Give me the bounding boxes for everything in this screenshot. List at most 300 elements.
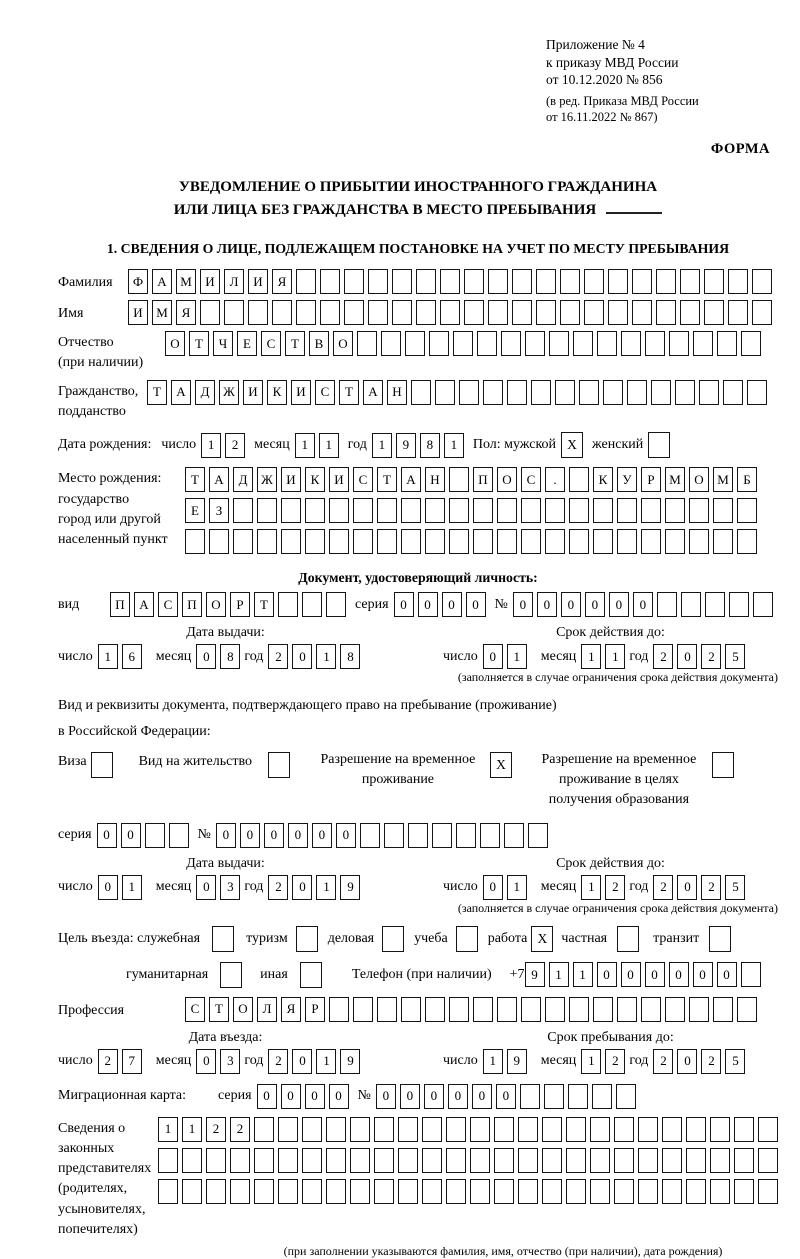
char-cell[interactable]	[233, 498, 253, 523]
char-cell[interactable]	[272, 300, 292, 325]
char-cell[interactable]: С	[521, 467, 541, 492]
purpose-other-checkbox[interactable]	[300, 962, 326, 988]
char-cell[interactable]	[617, 498, 637, 523]
char-cell[interactable]: 0	[597, 962, 617, 987]
char-cell[interactable]	[518, 1148, 538, 1173]
char-cell[interactable]	[374, 1148, 394, 1173]
char-cell[interactable]	[662, 1179, 682, 1204]
staydoc-issue-month[interactable]	[196, 875, 244, 900]
char-cell[interactable]	[566, 1148, 586, 1173]
char-cell[interactable]	[305, 529, 325, 554]
stay-month[interactable]	[581, 1049, 629, 1074]
char-cell[interactable]	[449, 498, 469, 523]
char-cell[interactable]: 0	[513, 592, 533, 617]
char-cell[interactable]	[224, 300, 244, 325]
char-cell[interactable]	[617, 529, 637, 554]
char-cell[interactable]	[305, 498, 325, 523]
char-cell[interactable]: 2	[225, 433, 245, 458]
char-cell[interactable]: И	[329, 467, 349, 492]
char-cell[interactable]: А	[209, 467, 229, 492]
char-cell[interactable]	[158, 1179, 178, 1204]
char-cell[interactable]	[302, 1148, 322, 1173]
char-cell[interactable]	[705, 592, 725, 617]
char-cell[interactable]	[518, 1117, 538, 1142]
birth-day-boxes[interactable]	[201, 433, 249, 458]
temp-residence-edu-checkbox[interactable]	[712, 750, 738, 778]
char-cell[interactable]	[449, 529, 469, 554]
char-cell[interactable]	[737, 529, 757, 554]
visa-checkbox[interactable]	[91, 750, 117, 778]
representatives-row2[interactable]	[158, 1148, 782, 1173]
char-cell[interactable]: 2	[701, 875, 721, 900]
char-cell[interactable]	[709, 926, 731, 952]
char-cell[interactable]	[392, 300, 412, 325]
char-cell[interactable]	[384, 823, 404, 848]
char-cell[interactable]: 0	[98, 875, 118, 900]
char-cell[interactable]	[353, 997, 373, 1022]
char-cell[interactable]	[710, 1148, 730, 1173]
char-cell[interactable]	[501, 331, 521, 356]
char-cell[interactable]: К	[593, 467, 613, 492]
char-cell[interactable]	[712, 752, 734, 778]
sex-male-checkbox[interactable]	[561, 432, 587, 458]
char-cell[interactable]	[281, 498, 301, 523]
char-cell[interactable]	[665, 498, 685, 523]
char-cell[interactable]: 0	[394, 592, 414, 617]
char-cell[interactable]	[704, 269, 724, 294]
char-cell[interactable]	[680, 269, 700, 294]
char-cell[interactable]: 2	[98, 1049, 118, 1074]
char-cell[interactable]: 8	[420, 433, 440, 458]
char-cell[interactable]	[686, 1117, 706, 1142]
char-cell[interactable]: Я	[281, 997, 301, 1022]
char-cell[interactable]: 0	[292, 1049, 312, 1074]
char-cell[interactable]	[302, 592, 322, 617]
char-cell[interactable]: 1	[507, 644, 527, 669]
char-cell[interactable]	[689, 529, 709, 554]
birthplace-row2[interactable]	[185, 498, 761, 523]
char-cell[interactable]	[681, 592, 701, 617]
char-cell[interactable]: 1	[372, 433, 392, 458]
char-cell[interactable]	[569, 529, 589, 554]
char-cell[interactable]	[377, 529, 397, 554]
char-cell[interactable]: 2	[653, 644, 673, 669]
char-cell[interactable]	[480, 823, 500, 848]
char-cell[interactable]: 0	[483, 875, 503, 900]
char-cell[interactable]	[521, 498, 541, 523]
char-cell[interactable]: 0	[677, 875, 697, 900]
char-cell[interactable]	[401, 529, 421, 554]
char-cell[interactable]: 0	[216, 823, 236, 848]
char-cell[interactable]	[689, 997, 709, 1022]
char-cell[interactable]	[521, 529, 541, 554]
char-cell[interactable]	[268, 752, 290, 778]
char-cell[interactable]: И	[128, 300, 148, 325]
char-cell[interactable]: 2	[268, 644, 288, 669]
char-cell[interactable]	[545, 529, 565, 554]
char-cell[interactable]: Н	[425, 467, 445, 492]
char-cell[interactable]: 0	[312, 823, 332, 848]
char-cell[interactable]: 1	[581, 644, 601, 669]
residence-checkbox[interactable]	[268, 750, 294, 778]
char-cell[interactable]	[737, 498, 757, 523]
char-cell[interactable]	[632, 269, 652, 294]
char-cell[interactable]	[401, 498, 421, 523]
char-cell[interactable]: О	[206, 592, 226, 617]
char-cell[interactable]	[608, 300, 628, 325]
char-cell[interactable]: С	[158, 592, 178, 617]
char-cell[interactable]: 1	[182, 1117, 202, 1142]
char-cell[interactable]	[477, 331, 497, 356]
char-cell[interactable]	[710, 1179, 730, 1204]
char-cell[interactable]	[717, 331, 737, 356]
char-cell[interactable]: Ж	[219, 380, 239, 405]
char-cell[interactable]	[566, 1179, 586, 1204]
char-cell[interactable]	[593, 498, 613, 523]
char-cell[interactable]: П	[110, 592, 130, 617]
char-cell[interactable]	[254, 1148, 274, 1173]
char-cell[interactable]	[728, 269, 748, 294]
birth-month-boxes[interactable]	[295, 433, 343, 458]
char-cell[interactable]	[350, 1179, 370, 1204]
doc-expiry-month[interactable]	[581, 644, 629, 669]
char-cell[interactable]: 5	[725, 875, 745, 900]
staydoc-expiry-day[interactable]	[483, 875, 531, 900]
char-cell[interactable]	[597, 331, 617, 356]
char-cell[interactable]: С	[185, 997, 205, 1022]
char-cell[interactable]	[518, 1179, 538, 1204]
char-cell[interactable]	[473, 997, 493, 1022]
char-cell[interactable]: 0	[621, 962, 641, 987]
char-cell[interactable]: 9	[340, 875, 360, 900]
char-cell[interactable]: 1	[158, 1117, 178, 1142]
char-cell[interactable]	[651, 380, 671, 405]
char-cell[interactable]	[446, 1179, 466, 1204]
char-cell[interactable]	[488, 269, 508, 294]
char-cell[interactable]: З	[209, 498, 229, 523]
char-cell[interactable]	[752, 269, 772, 294]
char-cell[interactable]	[435, 380, 455, 405]
char-cell[interactable]	[360, 823, 380, 848]
char-cell[interactable]: 1	[98, 644, 118, 669]
char-cell[interactable]	[560, 269, 580, 294]
char-cell[interactable]: 0	[292, 644, 312, 669]
char-cell[interactable]	[512, 269, 532, 294]
char-cell[interactable]	[182, 1179, 202, 1204]
char-cell[interactable]: 6	[122, 644, 142, 669]
char-cell[interactable]	[542, 1117, 562, 1142]
char-cell[interactable]	[392, 269, 412, 294]
char-cell[interactable]: 2	[653, 875, 673, 900]
char-cell[interactable]	[158, 1148, 178, 1173]
char-cell[interactable]: У	[617, 467, 637, 492]
char-cell[interactable]: 1	[507, 875, 527, 900]
char-cell[interactable]	[408, 823, 428, 848]
char-cell[interactable]	[614, 1148, 634, 1173]
char-cell[interactable]: X	[531, 926, 553, 952]
phone-boxes[interactable]	[525, 962, 765, 987]
char-cell[interactable]	[689, 498, 709, 523]
char-cell[interactable]	[753, 592, 773, 617]
char-cell[interactable]: 0	[669, 962, 689, 987]
char-cell[interactable]: 0	[196, 875, 216, 900]
char-cell[interactable]: 1	[573, 962, 593, 987]
char-cell[interactable]	[590, 1179, 610, 1204]
char-cell[interactable]: 9	[525, 962, 545, 987]
char-cell[interactable]: 7	[122, 1049, 142, 1074]
char-cell[interactable]: Т	[209, 997, 229, 1022]
char-cell[interactable]	[422, 1148, 442, 1173]
char-cell[interactable]: 2	[230, 1117, 250, 1142]
char-cell[interactable]: 9	[507, 1049, 527, 1074]
char-cell[interactable]: 1	[316, 1049, 336, 1074]
char-cell[interactable]	[555, 380, 575, 405]
migration-number-boxes[interactable]	[376, 1084, 640, 1109]
char-cell[interactable]: X	[490, 752, 512, 778]
staydoc-series-boxes[interactable]	[97, 823, 193, 848]
char-cell[interactable]	[734, 1148, 754, 1173]
char-cell[interactable]	[353, 529, 373, 554]
char-cell[interactable]	[91, 752, 113, 778]
char-cell[interactable]: Ж	[257, 467, 277, 492]
temp-residence-checkbox[interactable]	[490, 750, 516, 778]
char-cell[interactable]	[734, 1179, 754, 1204]
char-cell[interactable]	[212, 926, 234, 952]
char-cell[interactable]: 0	[281, 1084, 301, 1109]
char-cell[interactable]	[686, 1179, 706, 1204]
char-cell[interactable]	[675, 380, 695, 405]
char-cell[interactable]	[723, 380, 743, 405]
char-cell[interactable]	[440, 269, 460, 294]
char-cell[interactable]: 1	[295, 433, 315, 458]
char-cell[interactable]	[446, 1148, 466, 1173]
char-cell[interactable]: 0	[305, 1084, 325, 1109]
char-cell[interactable]	[632, 300, 652, 325]
char-cell[interactable]	[422, 1117, 442, 1142]
char-cell[interactable]	[641, 997, 661, 1022]
char-cell[interactable]: 2	[268, 875, 288, 900]
char-cell[interactable]	[520, 1084, 540, 1109]
char-cell[interactable]: А	[401, 467, 421, 492]
char-cell[interactable]	[665, 997, 685, 1022]
char-cell[interactable]	[326, 1179, 346, 1204]
char-cell[interactable]	[374, 1179, 394, 1204]
char-cell[interactable]: 0	[645, 962, 665, 987]
char-cell[interactable]: Е	[237, 331, 257, 356]
purpose-official-checkbox[interactable]	[212, 926, 238, 952]
char-cell[interactable]	[656, 269, 676, 294]
char-cell[interactable]	[233, 529, 253, 554]
char-cell[interactable]	[713, 529, 733, 554]
char-cell[interactable]	[494, 1179, 514, 1204]
char-cell[interactable]: X	[561, 432, 583, 458]
char-cell[interactable]	[381, 331, 401, 356]
char-cell[interactable]	[592, 1084, 612, 1109]
char-cell[interactable]	[182, 1148, 202, 1173]
char-cell[interactable]	[446, 1117, 466, 1142]
char-cell[interactable]: С	[261, 331, 281, 356]
char-cell[interactable]	[449, 997, 469, 1022]
char-cell[interactable]	[326, 1148, 346, 1173]
char-cell[interactable]: А	[171, 380, 191, 405]
char-cell[interactable]: Е	[185, 498, 205, 523]
staydoc-number-boxes[interactable]	[216, 823, 552, 848]
char-cell[interactable]	[368, 300, 388, 325]
char-cell[interactable]	[382, 926, 404, 952]
char-cell[interactable]: 0	[292, 875, 312, 900]
char-cell[interactable]	[617, 926, 639, 952]
char-cell[interactable]	[641, 498, 661, 523]
char-cell[interactable]: 0	[693, 962, 713, 987]
char-cell[interactable]	[411, 380, 431, 405]
char-cell[interactable]	[329, 498, 349, 523]
char-cell[interactable]: 0	[97, 823, 117, 848]
char-cell[interactable]	[230, 1148, 250, 1173]
middlename-boxes[interactable]	[165, 331, 765, 356]
citizenship-boxes[interactable]	[147, 380, 771, 405]
char-cell[interactable]	[401, 997, 421, 1022]
char-cell[interactable]	[254, 1179, 274, 1204]
char-cell[interactable]	[545, 498, 565, 523]
char-cell[interactable]: 1	[581, 1049, 601, 1074]
char-cell[interactable]: Д	[195, 380, 215, 405]
doc-expiry-year[interactable]	[653, 644, 749, 669]
char-cell[interactable]: .	[545, 467, 565, 492]
char-cell[interactable]	[416, 269, 436, 294]
char-cell[interactable]	[573, 331, 593, 356]
char-cell[interactable]	[296, 269, 316, 294]
char-cell[interactable]	[680, 300, 700, 325]
stay-day[interactable]	[483, 1049, 531, 1074]
char-cell[interactable]: 0	[376, 1084, 396, 1109]
char-cell[interactable]	[449, 467, 469, 492]
char-cell[interactable]	[737, 997, 757, 1022]
char-cell[interactable]	[432, 823, 452, 848]
char-cell[interactable]: 1	[483, 1049, 503, 1074]
char-cell[interactable]	[464, 300, 484, 325]
char-cell[interactable]: А	[152, 269, 172, 294]
char-cell[interactable]	[206, 1179, 226, 1204]
char-cell[interactable]	[320, 269, 340, 294]
char-cell[interactable]: 0	[264, 823, 284, 848]
char-cell[interactable]	[665, 529, 685, 554]
char-cell[interactable]	[425, 529, 445, 554]
char-cell[interactable]	[569, 467, 589, 492]
char-cell[interactable]	[593, 997, 613, 1022]
char-cell[interactable]	[616, 1084, 636, 1109]
staydoc-expiry-month[interactable]	[581, 875, 629, 900]
char-cell[interactable]	[686, 1148, 706, 1173]
char-cell[interactable]	[145, 823, 165, 848]
char-cell[interactable]	[752, 300, 772, 325]
char-cell[interactable]	[497, 529, 517, 554]
char-cell[interactable]: Т	[254, 592, 274, 617]
char-cell[interactable]: Д	[233, 467, 253, 492]
doc-kind-boxes[interactable]	[110, 592, 350, 617]
char-cell[interactable]	[758, 1117, 778, 1142]
char-cell[interactable]: Р	[230, 592, 250, 617]
purpose-business-checkbox[interactable]	[382, 926, 408, 952]
purpose-tourism-checkbox[interactable]	[296, 926, 322, 952]
char-cell[interactable]	[590, 1148, 610, 1173]
staydoc-expiry-year[interactable]	[653, 875, 749, 900]
doc-series-boxes[interactable]	[394, 592, 490, 617]
doc-issue-year[interactable]	[268, 644, 364, 669]
char-cell[interactable]	[302, 1117, 322, 1142]
char-cell[interactable]	[656, 300, 676, 325]
birthplace-row3[interactable]	[185, 529, 761, 554]
char-cell[interactable]	[758, 1179, 778, 1204]
char-cell[interactable]	[728, 300, 748, 325]
char-cell[interactable]: Т	[285, 331, 305, 356]
char-cell[interactable]	[459, 380, 479, 405]
char-cell[interactable]: 9	[340, 1049, 360, 1074]
char-cell[interactable]	[470, 1148, 490, 1173]
char-cell[interactable]: О	[689, 467, 709, 492]
sex-female-checkbox[interactable]	[648, 432, 674, 458]
char-cell[interactable]	[638, 1117, 658, 1142]
char-cell[interactable]	[326, 592, 346, 617]
char-cell[interactable]	[569, 498, 589, 523]
char-cell[interactable]	[494, 1117, 514, 1142]
char-cell[interactable]: Ч	[213, 331, 233, 356]
char-cell[interactable]: 2	[605, 875, 625, 900]
char-cell[interactable]: М	[152, 300, 172, 325]
char-cell[interactable]: 0	[677, 644, 697, 669]
char-cell[interactable]: И	[200, 269, 220, 294]
char-cell[interactable]: О	[333, 331, 353, 356]
char-cell[interactable]	[326, 1117, 346, 1142]
char-cell[interactable]: Ф	[128, 269, 148, 294]
char-cell[interactable]	[536, 300, 556, 325]
doc-issue-day[interactable]	[98, 644, 146, 669]
purpose-transit-checkbox[interactable]	[709, 926, 735, 952]
char-cell[interactable]	[638, 1148, 658, 1173]
char-cell[interactable]: П	[473, 467, 493, 492]
char-cell[interactable]	[470, 1117, 490, 1142]
char-cell[interactable]	[329, 529, 349, 554]
char-cell[interactable]	[440, 300, 460, 325]
char-cell[interactable]	[627, 380, 647, 405]
char-cell[interactable]	[353, 498, 373, 523]
char-cell[interactable]	[662, 1117, 682, 1142]
char-cell[interactable]	[710, 1117, 730, 1142]
char-cell[interactable]	[638, 1179, 658, 1204]
char-cell[interactable]	[344, 300, 364, 325]
char-cell[interactable]	[206, 1148, 226, 1173]
char-cell[interactable]	[504, 823, 524, 848]
char-cell[interactable]	[425, 498, 445, 523]
char-cell[interactable]	[590, 1117, 610, 1142]
char-cell[interactable]: 0	[472, 1084, 492, 1109]
char-cell[interactable]	[209, 529, 229, 554]
purpose-private-checkbox[interactable]	[617, 926, 643, 952]
char-cell[interactable]: 3	[220, 875, 240, 900]
char-cell[interactable]: 0	[288, 823, 308, 848]
char-cell[interactable]: 0	[609, 592, 629, 617]
purpose-humanitarian-checkbox[interactable]	[220, 962, 246, 988]
char-cell[interactable]: 8	[340, 644, 360, 669]
char-cell[interactable]	[704, 300, 724, 325]
char-cell[interactable]	[296, 300, 316, 325]
char-cell[interactable]: Т	[147, 380, 167, 405]
char-cell[interactable]: М	[176, 269, 196, 294]
char-cell[interactable]: Т	[339, 380, 359, 405]
char-cell[interactable]	[405, 331, 425, 356]
char-cell[interactable]	[645, 331, 665, 356]
char-cell[interactable]	[560, 300, 580, 325]
char-cell[interactable]: 0	[196, 1049, 216, 1074]
